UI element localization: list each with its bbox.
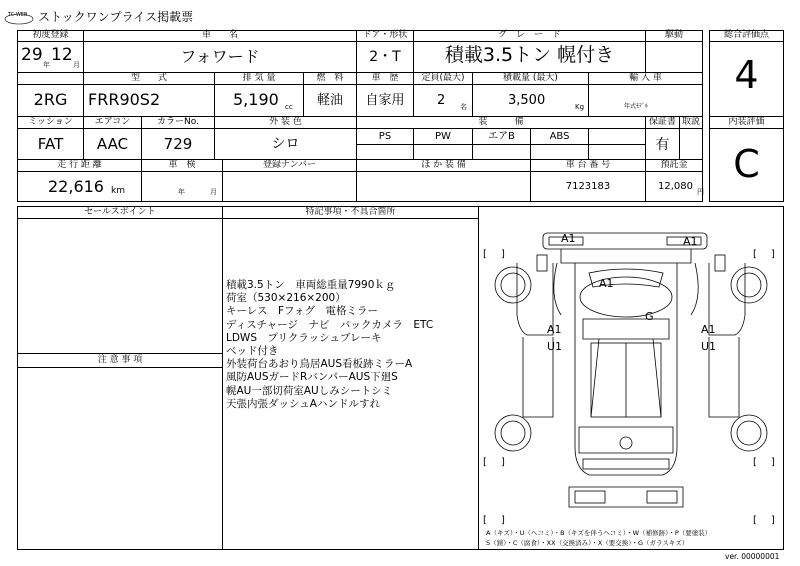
mark-a1-left: A1 [547, 323, 562, 336]
mission: FAT [37, 135, 64, 153]
capacity-unit: 名 [460, 103, 467, 111]
deposit-unit: 円 [697, 188, 704, 196]
first-reg-month: 12 [51, 45, 73, 65]
note-line: 外装荷台あおり鳥居AUS看板跡ミラーA [226, 358, 413, 371]
equipment-pw: PW [435, 131, 451, 142]
equipment-airbag: エアB [488, 131, 515, 142]
svg-text:[: [ [483, 249, 487, 260]
exterior-color: シロ [271, 136, 300, 152]
mark-a1-roof: A1 [599, 277, 614, 290]
first-reg-label: 初度登録 [32, 30, 69, 40]
warranty: 有 [655, 137, 670, 153]
logo-text: TC-WEB [8, 12, 28, 18]
total-score: 4 [734, 53, 759, 97]
load-label: 積載量 (最大) [503, 73, 558, 83]
svg-text:]: ] [771, 515, 775, 526]
note-line: 風防AUSガードRバンパーAUS下廻S [226, 371, 398, 384]
capacity: 2 [437, 93, 446, 108]
svg-text:[: [ [753, 515, 757, 526]
svg-text:]: ] [501, 457, 505, 468]
note-line: LDWS プリクラッシュブレーキ [226, 331, 382, 344]
chassis-number: 7123183 [565, 181, 611, 192]
model: FRR90S2 [88, 90, 161, 109]
equipment-abs: ABS [549, 131, 570, 142]
color-no-label: カラーNo. [157, 117, 199, 127]
deposit: 12,080 [658, 181, 693, 192]
svg-text:]: ] [501, 249, 505, 260]
manual-label: 取説 [681, 117, 700, 127]
inspection-month: 月 [210, 188, 217, 196]
svg-text:]: ] [501, 515, 505, 526]
equipment-label: 装 備 [478, 117, 524, 127]
history-label: 車 歴 [371, 73, 399, 83]
other-equipment-label: ほ か 装 備 [421, 160, 466, 170]
import-label: 輸 入 車 [629, 73, 662, 83]
warranty-label: 保証書 [648, 117, 676, 127]
door-shape: 2・T [369, 49, 401, 65]
deposit-label: 預託金 [660, 160, 688, 170]
svg-text:[: [ [753, 457, 757, 468]
first-reg-year: 29 [21, 45, 43, 65]
displacement-unit: cc [285, 103, 293, 111]
mileage: 22,616 [48, 177, 104, 196]
first-reg-month-unit: 月 [73, 61, 80, 69]
note-line: 積載3.5トン 車両総重量7990ｋｇ [226, 279, 396, 291]
interior-label: 内装評価 [728, 117, 765, 127]
mileage-unit: km [111, 186, 125, 196]
note-line: 天張内張ダッシュAハンドルすれ [226, 397, 380, 410]
legend-line-2: S（錆）・C（腐食）・XX（交換済み）・X（要交換）・G（ガラスキズ） [486, 539, 689, 547]
vehicle-damage-diagram [479, 207, 783, 527]
note-line: ディスチャージ ナビ バックカメラ ETC [226, 318, 434, 331]
load: 3,500 [508, 93, 546, 108]
grade-label: グ レ ー ド [497, 30, 561, 40]
sales-point-header: セールスポイント [84, 207, 156, 217]
plate-label: 登録ナンバー [263, 160, 316, 170]
color-no: 729 [163, 135, 193, 153]
mark-u1-left: U1 [547, 340, 563, 353]
note-line: ベッド付き [226, 345, 279, 357]
notes-header: 特記事項・不具合箇所 [305, 207, 396, 217]
svg-text:[: [ [753, 249, 757, 260]
version: ver. 00000001 [725, 552, 780, 561]
capacity-label: 定員(最大) [421, 73, 465, 83]
grade: 積載3.5トン 幌付き [444, 44, 615, 66]
aircon: AAC [96, 135, 129, 153]
caution-header: 注 意 事 項 [97, 355, 143, 365]
svg-text:]: ] [771, 249, 775, 260]
mileage-label: 走 行 距 離 [57, 160, 102, 170]
type-label: 型 式 [130, 73, 167, 83]
mark-a1-top-right: A1 [683, 235, 698, 248]
equipment-ps: PS [378, 131, 392, 142]
note-line: キーレス Fフォグ 電格ミラー [226, 305, 378, 318]
drive-label: 駆動 [664, 30, 683, 40]
fuel: 軽油 [316, 93, 343, 108]
note-line: 幌AU一部切荷室AUしみシートシミ [226, 384, 393, 397]
page-title: ストックワンプライス掲載票 [38, 10, 194, 24]
history: 自家用 [365, 93, 405, 108]
aircon-label: エアコン [94, 117, 131, 127]
mark-u1-right: U1 [701, 340, 717, 353]
inspection-label: 車 検 [168, 160, 196, 170]
inspection-year: 年 [178, 188, 185, 196]
mark-g-bed: G [645, 310, 654, 323]
total-score-label: 総合評価点 [723, 30, 769, 40]
logo [4, 10, 34, 22]
displacement: 5,190 [233, 90, 279, 109]
svg-text:[: [ [483, 457, 487, 468]
model-prefix: 2RG [33, 90, 68, 109]
mark-a1-right: A1 [701, 323, 716, 336]
mission-label: ミッション [28, 117, 73, 127]
first-reg-year-unit: 年 [43, 61, 50, 69]
import-model-year: 年式ﾓﾃﾞﾙ [624, 103, 649, 110]
exterior-label: 外 装 色 [269, 117, 302, 127]
car-name: フォワード [180, 47, 260, 66]
interior-score: C [733, 142, 760, 186]
note-line: 荷室（530×216×200） [226, 292, 346, 305]
legend-line-1: A（キズ）・U（ヘコミ）・B（キズを伴うヘコミ）・W（補修跡）・P（要塗装） [486, 529, 712, 537]
door-shape-label: ドア・形状 [362, 30, 408, 40]
svg-text:]: ] [771, 457, 775, 468]
fuel-label: 燃 料 [316, 73, 344, 83]
displacement-label: 排 気 量 [242, 73, 276, 83]
svg-text:[: [ [483, 515, 487, 526]
car-name-label: 車 名 [201, 30, 238, 40]
load-unit: Kg [575, 103, 585, 111]
mark-a1-top-left: A1 [561, 232, 576, 245]
chassis-label: 車 台 番 号 [565, 160, 611, 170]
